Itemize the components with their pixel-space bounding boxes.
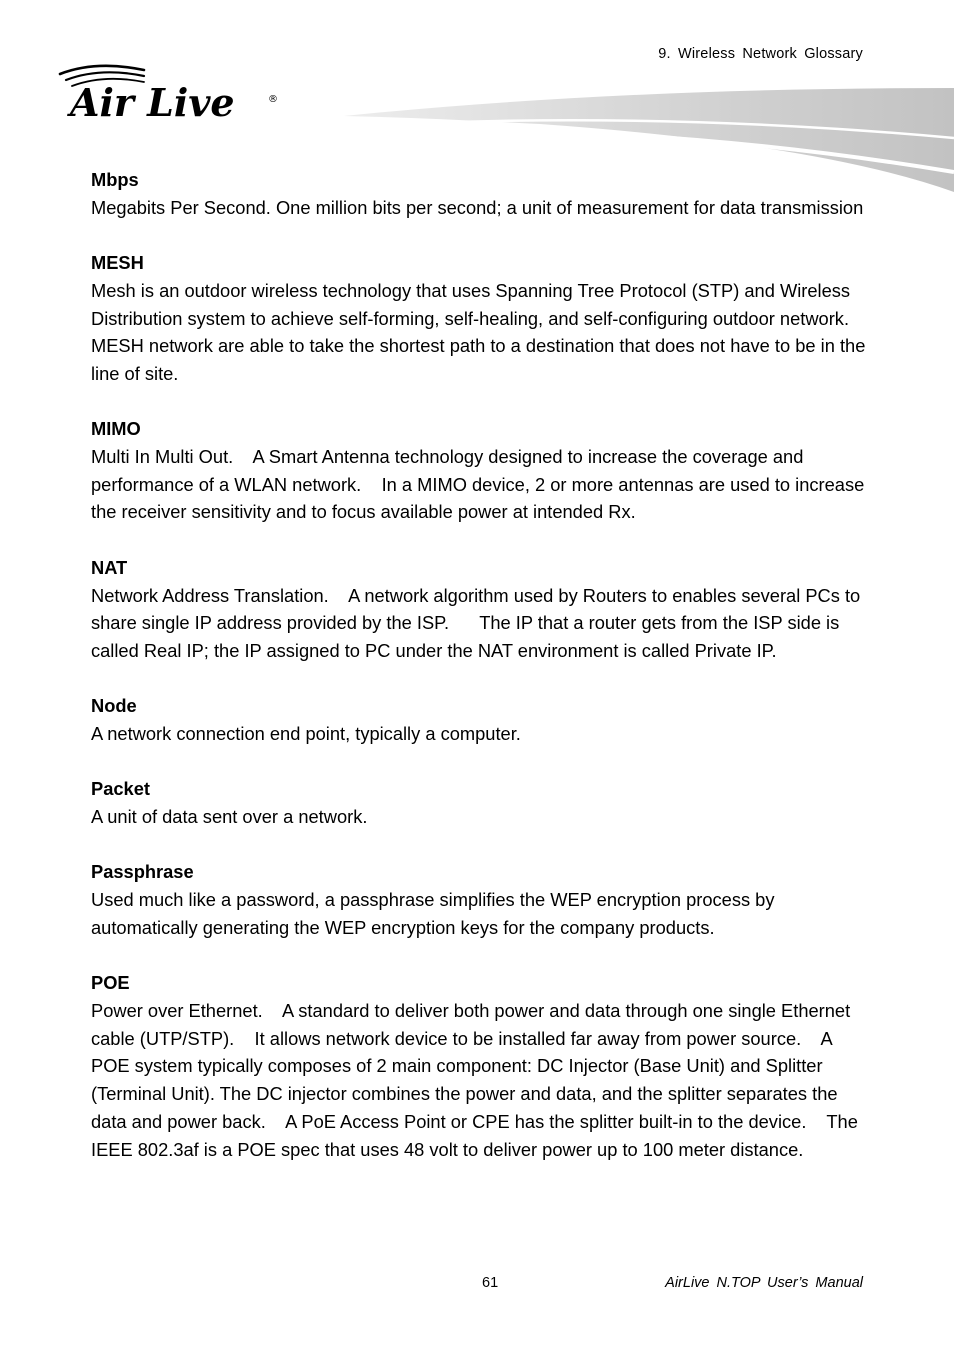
term-definition: Network Address Translation. A network algorithm used by Routers to enables several PCs to share single IP address provided by the ISP. The IP that a router gets from the ISP side is called Real IP; the IP assigned to PC under the NAT environment is called Private IP. [91, 584, 866, 661]
term-definition: Power over Ethernet. A standard to deliver both power and data through one single Ethernet cable (UTP/STP). It allows network device to be installed far away from power source. A POE system typically composes of 2 main component: DC Injector (Base Unit) and Splitter (Terminal Unit). The DC injector combines the power and data, and the splitter separates the data and power back. A PoE Access Point or CPE has the splitter built-in to the device. The IEEE 802.3af is a POE spec that uses 48 volt to deliver power up to 100 meter distance. [91, 999, 863, 1160]
term-definition: Megabits Per Second. One million bits per second; a unit of measurement for data transmission [91, 196, 864, 218]
term-heading: Node [91, 695, 137, 717]
term-heading: NAT [91, 556, 128, 578]
term-heading: Mbps [91, 169, 139, 190]
term-heading: Passphrase [91, 861, 194, 883]
glossary-entry-mbps [91, 166, 871, 221]
term-definition: A network connection end point, typically a computer. [91, 723, 521, 744]
term-heading: MIMO [91, 418, 141, 440]
airlive-logo [56, 58, 288, 124]
glossary-entry-passphrase [91, 858, 871, 941]
glossary-entry-mesh [91, 249, 871, 388]
term-heading: Packet [91, 778, 150, 800]
registered-mark: ® [268, 94, 278, 105]
glossary-content [91, 166, 871, 1191]
term-definition: Mesh is an outdoor wireless technology that uses Spanning Tree Protocol (STP) and Wireless Distribution system to achieve self-forming, self-healing, and self-configuring outdoor network. MESH network are able to take the shortest path to a destination that does not have to be in the line of site. [91, 279, 871, 384]
term-definition: A unit of data sent over a network. [91, 806, 368, 828]
glossary-entry-node [91, 692, 871, 747]
glossary-entry-poe [91, 969, 871, 1163]
term-heading: POE [91, 972, 130, 994]
header-section-title: 9. Wireless Network Glossary [658, 46, 863, 62]
term-definition: Multi In Multi Out. A Smart Antenna technology designed to increase the coverage and performance of a WLAN network. In a MIMO device, 2 or more antennas are used to increase the receiver sensitivity and to focus available power at intended Rx. [91, 446, 870, 523]
glossary-entry-nat [91, 554, 871, 665]
logo-text: Air Live [70, 80, 235, 124]
glossary-entry-mimo [91, 415, 871, 526]
footer-manual-title: AirLive N.TOP User’s Manual [665, 1275, 863, 1291]
glossary-entry-packet [91, 775, 871, 830]
page-number: 61 [482, 1275, 499, 1291]
term-definition: Used much like a password, a passphrase simplifies the WEP encryption process by automatically generating the WEP encryption keys for the company products. [91, 889, 780, 938]
term-heading: MESH [91, 252, 144, 274]
